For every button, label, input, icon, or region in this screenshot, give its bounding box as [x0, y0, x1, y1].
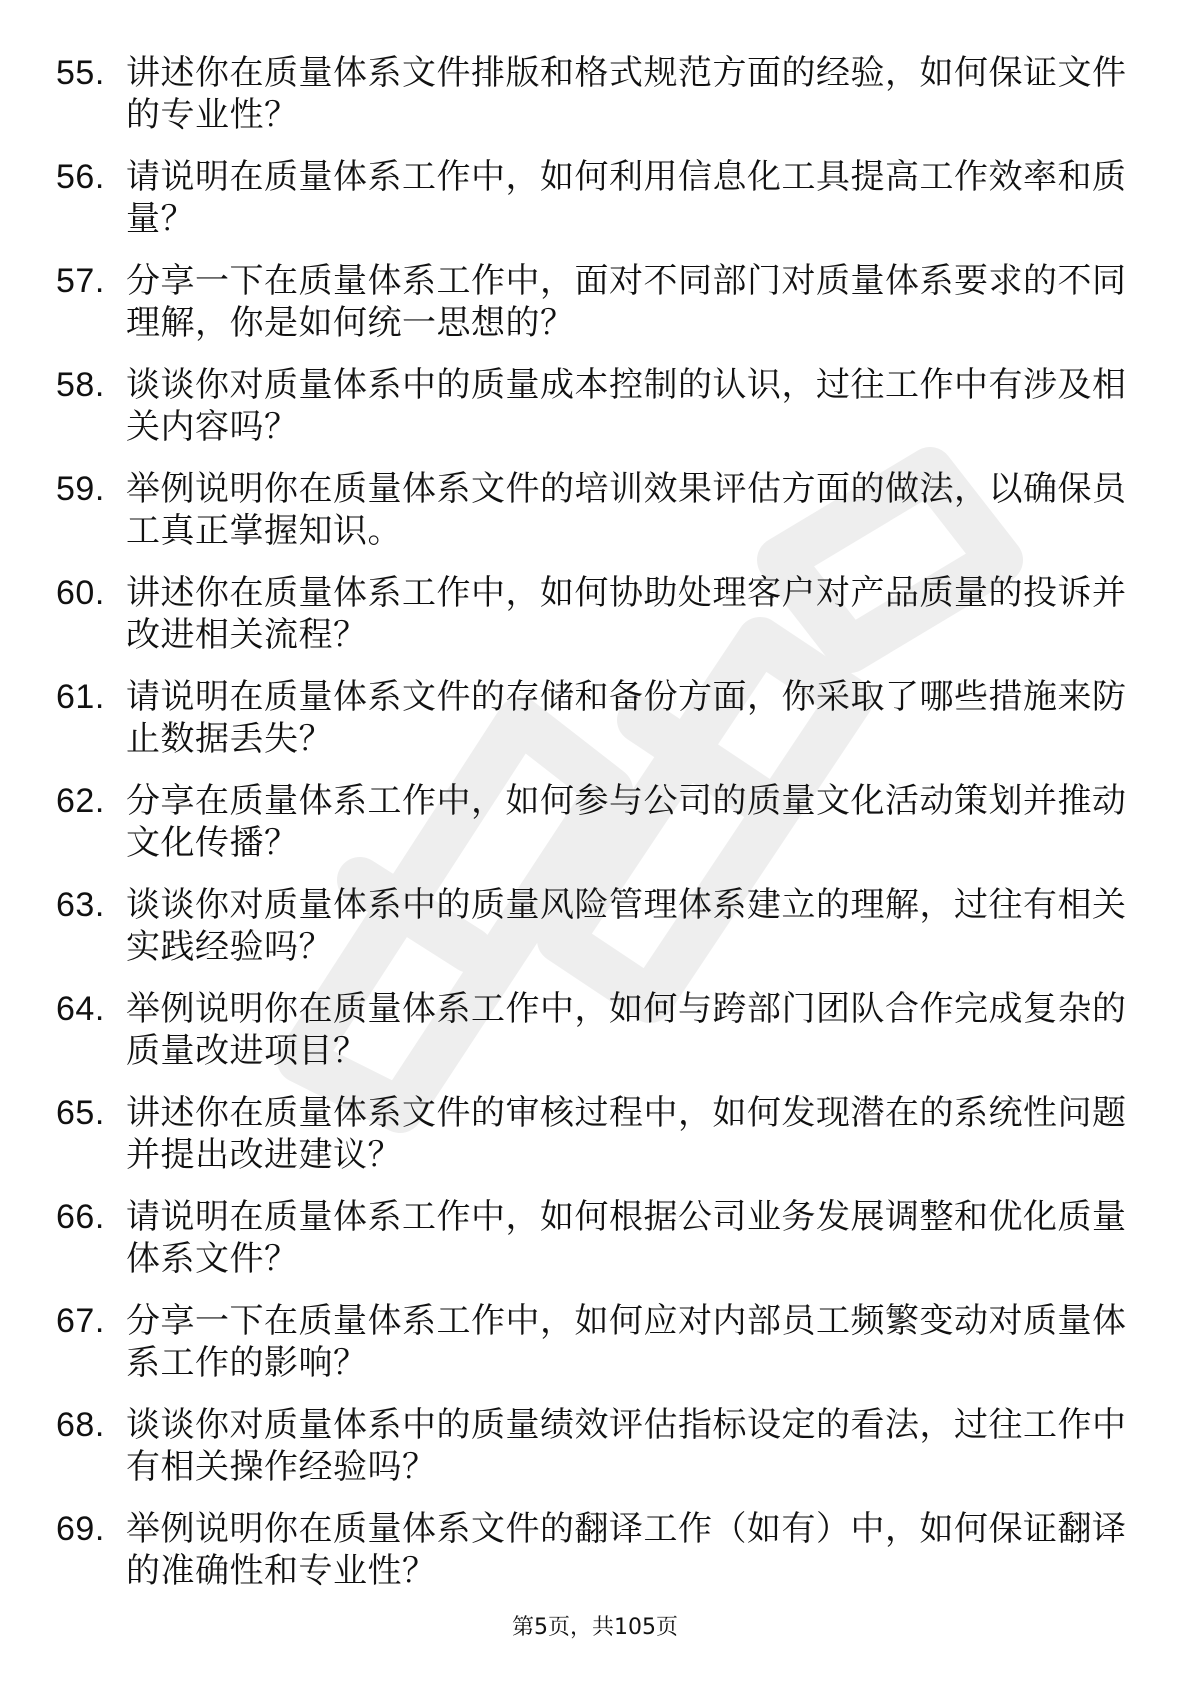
question-text: 谈谈你对质量体系中的质量成本控制的认识，过往工作中有涉及相关内容吗？	[126, 365, 1127, 447]
question-list	[56, 52, 1136, 1612]
question-text: 谈谈你对质量体系中的质量绩效评估指标设定的看法，过往工作中有相关操作经验吗？	[126, 1405, 1127, 1487]
question-number: 55.	[56, 54, 105, 92]
question-item	[56, 1196, 1136, 1280]
question-text: 分享一下在质量体系工作中，面对不同部门对质量体系要求的不同理解，你是如何统一思想的？	[126, 261, 1127, 343]
question-item	[56, 468, 1136, 552]
question-text: 举例说明你在质量体系工作中，如何与跨部门团队合作完成复杂的质量改进项目？	[126, 989, 1127, 1071]
question-item	[56, 156, 1136, 240]
question-item	[56, 572, 1136, 656]
question-number: 69.	[56, 1510, 105, 1548]
question-item	[56, 1404, 1136, 1488]
question-number: 66.	[56, 1198, 105, 1236]
question-text: 讲述你在质量体系工作中，如何协助处理客户对产品质量的投诉并改进相关流程？	[126, 573, 1127, 655]
question-text: 分享一下在质量体系工作中，如何应对内部员工频繁变动对质量体系工作的影响？	[126, 1301, 1127, 1383]
question-item	[56, 988, 1136, 1072]
question-number: 68.	[56, 1406, 105, 1444]
question-number: 60.	[56, 574, 105, 612]
question-item	[56, 52, 1136, 136]
question-text: 请说明在质量体系工作中，如何利用信息化工具提高工作效率和质量？	[126, 157, 1127, 239]
question-item	[56, 1300, 1136, 1384]
question-number: 65.	[56, 1094, 105, 1132]
question-number: 56.	[56, 158, 105, 196]
question-item	[56, 364, 1136, 448]
question-number: 62.	[56, 782, 105, 820]
question-text: 谈谈你对质量体系中的质量风险管理体系建立的理解，过往有相关实践经验吗？	[126, 885, 1127, 967]
question-item	[56, 676, 1136, 760]
question-text: 讲述你在质量体系文件的审核过程中，如何发现潜在的系统性问题并提出改进建议？	[126, 1093, 1127, 1175]
question-text: 讲述你在质量体系文件排版和格式规范方面的经验，如何保证文件的专业性？	[126, 53, 1127, 135]
question-number: 64.	[56, 990, 105, 1028]
page-footer: 第5页，共105页	[512, 1615, 678, 1640]
question-text: 分享在质量体系工作中，如何参与公司的质量文化活动策划并推动文化传播？	[126, 781, 1127, 863]
question-number: 63.	[56, 886, 105, 924]
question-number: 61.	[56, 678, 105, 716]
question-text: 请说明在质量体系文件的存储和备份方面，你采取了哪些措施来防止数据丢失？	[126, 677, 1127, 759]
question-item	[56, 260, 1136, 344]
question-text: 举例说明你在质量体系文件的翻译工作（如有）中，如何保证翻译的准确性和专业性？	[126, 1509, 1127, 1591]
question-item	[56, 1508, 1136, 1592]
question-number: 67.	[56, 1302, 105, 1340]
question-item	[56, 1092, 1136, 1176]
question-item	[56, 780, 1136, 864]
question-text: 举例说明你在质量体系文件的培训效果评估方面的做法，以确保员工真正掌握知识。	[126, 469, 1127, 551]
question-number: 57.	[56, 262, 105, 300]
question-text: 请说明在质量体系工作中，如何根据公司业务发展调整和优化质量体系文件？	[126, 1197, 1127, 1279]
question-number: 59.	[56, 470, 105, 508]
question-item	[56, 884, 1136, 968]
question-number: 58.	[56, 366, 105, 404]
